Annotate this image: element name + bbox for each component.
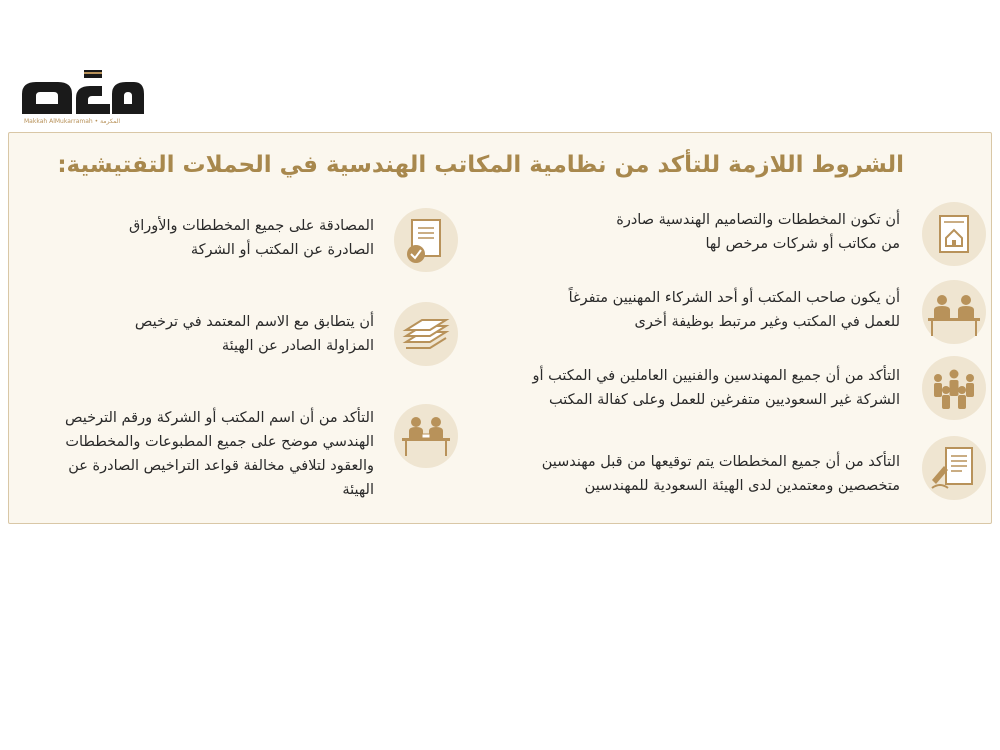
condition-line: من مكاتب أو شركات مرخص لها (705, 236, 900, 252)
condition-item (8, 404, 458, 498)
condition-line: الهيئة (342, 482, 374, 498)
approved-document-icon (394, 208, 458, 272)
panel-title: الشروط اللازمة للتأكد من نظامية المكاتب الهندسية في الحملات التفتيشية: (57, 152, 904, 178)
condition-line: الصادرة عن المكتب أو الشركة (190, 242, 374, 258)
logo-subtitle-en: Makkah AlMukarramah (24, 118, 93, 125)
condition-item (486, 202, 986, 266)
condition-line: والعقود لتلافي مخالفة قواعد التراخيص الصادرة عن (68, 458, 374, 474)
signing-document-icon (922, 436, 986, 500)
engineers-group-icon (922, 356, 986, 420)
condition-line: التأكد من أن جميع المهندسين والفنيين العاملين في المكتب أو (532, 368, 900, 384)
condition-line: الشركة غير السعوديين متفرغين للعمل وعلى كفالة المكتب (549, 392, 900, 408)
condition-line: أن تكون المخططات والتصاميم الهندسية صادرة (616, 212, 900, 228)
makkah-logo (18, 64, 148, 130)
condition-line: الهندسي موضح على جميع المطبوعات والمخططات (65, 434, 374, 450)
meeting-desk-icon (394, 404, 458, 468)
office-workers-icon (922, 280, 986, 344)
condition-item (486, 280, 986, 344)
condition-line: التأكد من أن اسم المكتب أو الشركة ورقم الترخيص (65, 410, 374, 426)
condition-line: المصادقة على جميع المخططات والأوراق (128, 218, 374, 234)
makkah-logo-mark (18, 64, 148, 118)
condition-item (8, 302, 458, 366)
condition-item (486, 436, 986, 500)
condition-line: التأكد من أن جميع المخططات يتم توقيعها من قبل مهندسين (541, 454, 900, 470)
condition-line: للعمل في المكتب وغير مرتبط بوظيفة أخرى (634, 314, 900, 330)
condition-line: المزاولة الصادر عن الهيئة (221, 338, 374, 354)
stacked-papers-icon (394, 302, 458, 366)
logo-subtitle-ar: المكرمة (100, 118, 121, 125)
condition-item (486, 356, 986, 420)
condition-item (8, 208, 458, 272)
logo-subtitle: Makkah AlMukarramah • المكرمة (24, 118, 121, 125)
condition-line: أن يتطابق مع الاسم المعتمد في ترخيص (134, 314, 374, 330)
condition-line: أن يكون صاحب المكتب أو أحد الشركاء المهنيين متفرغاً (568, 290, 900, 306)
plans-document-icon (922, 202, 986, 266)
condition-line: متخصصين ومعتمدين لدى الهيئة السعودية للمهندسين (584, 478, 900, 494)
